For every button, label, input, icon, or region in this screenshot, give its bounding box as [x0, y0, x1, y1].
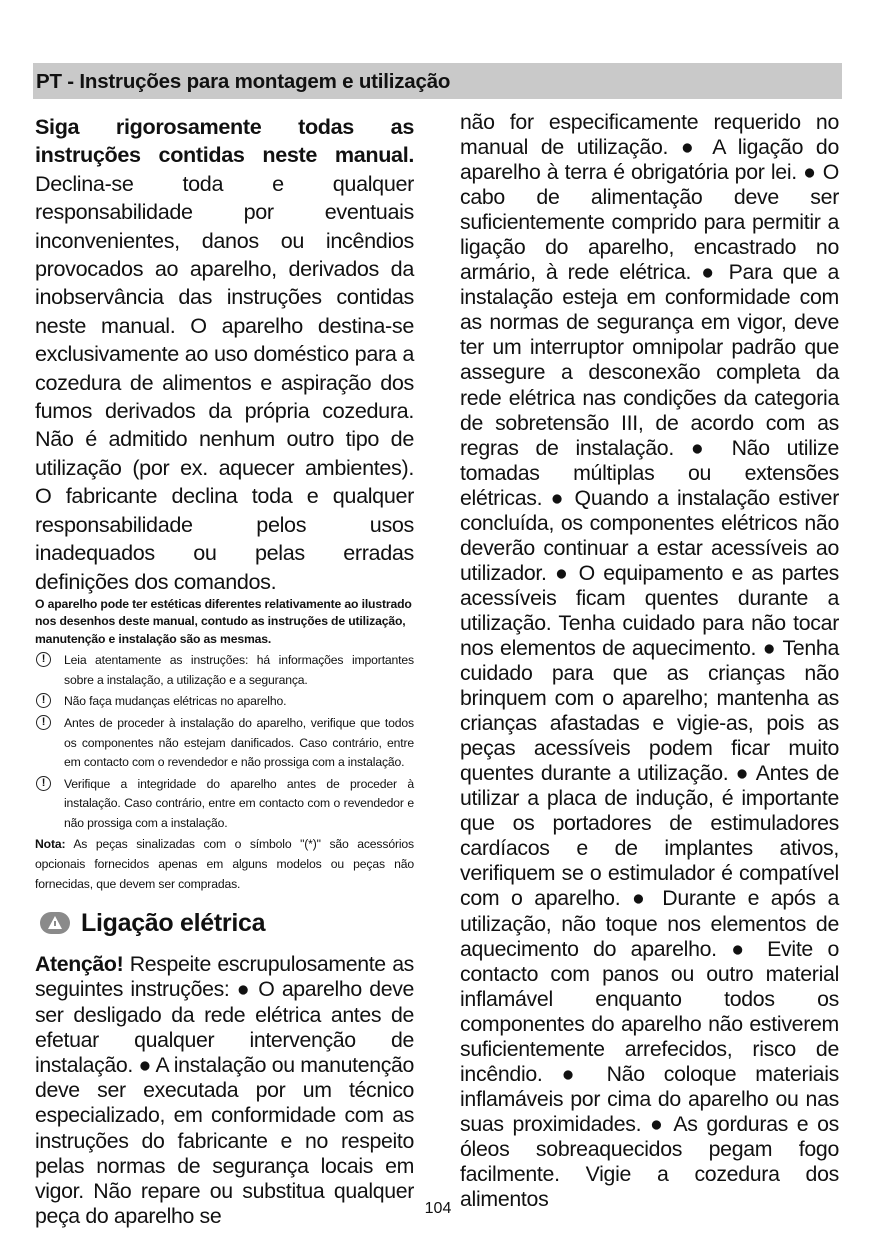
- warning-text: Verifique a integridade do aparelho antes de proceder à instalação. Caso contrário, entre em contacto com o revendedor e não prossiga com a instalação.: [64, 776, 414, 830]
- section-title: Ligação elétrica: [81, 908, 266, 937]
- attention-text: Respeite escrupulosamente as seguintes instruções: ● O aparelho deve ser desligado da rede elétrica antes de efetuar qualquer intervenção de instalação. ● A instalação ou manutenção deve ser executada por um técnico especializado, em conformidade com as instruções do fabricante e no respeito pelas normas de segurança locais em vigor. Não repare ou substitua qualquer peça do aparelho se: [35, 952, 414, 1229]
- warning-triangle-icon: [40, 912, 70, 934]
- exclamation-circle-icon: !: [36, 776, 51, 791]
- intro-text: Declina-se toda e qualquer responsabilidade por eventuais inconvenientes, danos ou incêndios provocados ao aparelho, derivados da inobservância das instruções contidas neste manual. O aparelho destina-se exclusivamente ao uso doméstico para a cozedura de alimentos e aspiração dos fumos derivados da própria cozedura. Não é admitido nenhum outro tipo de utilização (por ex. aquecer ambientes). O fabricante declina toda e qualquer responsabilidade pelos usos inadequados ou pelas erradas definições dos comandos.: [35, 170, 414, 594]
- header-title: PT - Instruções para montagem e utilização: [36, 70, 451, 93]
- page-number: 104: [424, 1200, 452, 1217]
- warning-list: [35, 651, 414, 833]
- exclamation-circle-icon: !: [36, 693, 51, 708]
- warning-item: [35, 775, 414, 834]
- warning-text: Antes de proceder à instalação do aparelho, verifique que todos os componentes não estejam danificados. Caso contrário, entre em contacto com o revendedor e não prossiga com a instalação.: [64, 715, 414, 770]
- intro-bold: Siga rigorosamente todas as instruções contidas neste manual.: [35, 114, 414, 168]
- right-column: [460, 110, 839, 1212]
- left-column: [35, 113, 414, 1229]
- warning-text: Leia atentamente as instruções: há informações importantes sobre a instalação, a utilização e a segurança.: [64, 653, 414, 687]
- attention-label: Atenção!: [35, 952, 124, 977]
- page-header: [33, 63, 842, 99]
- warning-item: [35, 692, 414, 712]
- section-heading: [35, 906, 414, 940]
- warning-text: Não faça mudanças elétricas no aparelho.: [64, 694, 287, 709]
- exclamation-circle-icon: !: [36, 715, 51, 730]
- note-label: Nota:: [35, 837, 66, 852]
- warning-item: [35, 651, 414, 690]
- attention-paragraph: [35, 952, 414, 1229]
- aesthetic-note: O aparelho pode ter estéticas diferentes relativamente ao ilustrado nos desenhos deste manual, contudo as instruções de utilização, manutenção e instalação são as mesmas.: [35, 596, 412, 646]
- right-paragraph: não for especificamente requerido no manual de utilização. ● A ligação do aparelho à terra é obrigatória por lei. ● O cabo de alimentação deve ser suficientemente comprido para permitir a ligação do aparelho, encastrado no armário, à rede elétrica. ● Para que a instalação esteja em conformidade com as normas de segurança em vigor, deve ter um interruptor omnipolar padrão que assegure a desconexão completa da rede elétrica nas condições da categoria de sobretensão III, de acordo com as regras de instalação. ● Não utilize tomadas múltiplas ou extensões elétricas. ● Quando a instalação estiver concluída, os componentes elétricos não deverão continuar a estar acessíveis ao utilizador. ● O equipamento e as partes acessíveis ficam quentes durante a utilização. Tenha cuidado para não tocar nos elementos de aquecimento. ● Tenha cuidado para que as crianças não brinquem com o aparelho; mantenha as crianças afastadas e vigie-as, pois as peças acessíveis podem ficar muito quentes durante a utilização. ● Antes de utilizar a placa de indução, é importante que os portadores de estimuladores cardíacos e de implantes ativos, verifiquem se o estimulador é compatível com o aparelho. ● Durante e após a utilização, não toque nos elementos de aquecimento do aparelho. ● Evite o contacto com panos ou outro material inflamável enquanto todos os componentes do aparelho não estiverem suficientemente arrefecidos, risco de incêndio. ● Não coloque materiais inflamáveis por cima do aparelho ou nas suas proximidades. ● As gorduras e os óleos sobreaquecidos pegam fogo facilmente. Vigie a cozedura dos alimentos: [460, 110, 839, 1212]
- warning-item: [35, 714, 414, 773]
- intro-paragraph: [35, 113, 414, 596]
- exclamation-circle-icon: !: [36, 652, 51, 667]
- optional-parts-note: [35, 835, 414, 894]
- note-text: As peças sinalizadas com o símbolo "(*)" são acessórios opcionais fornecidos apenas em alguns modelos ou peças não fornecidas, que devem ser compradas.: [35, 837, 414, 891]
